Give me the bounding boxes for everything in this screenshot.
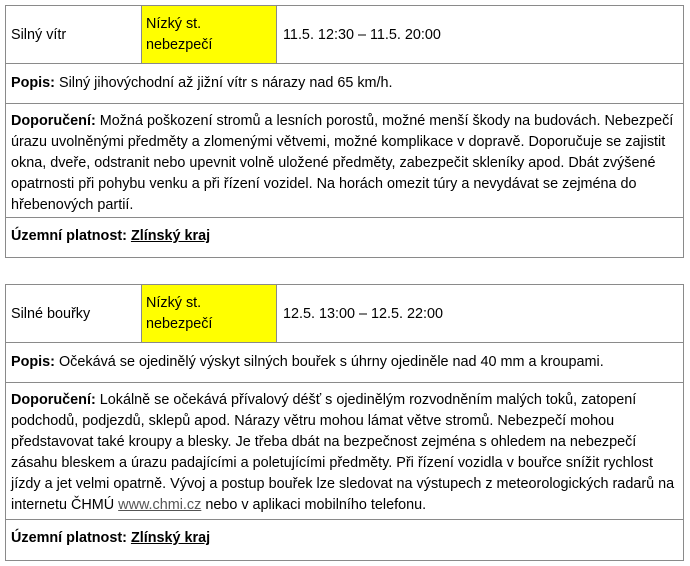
warning-time: 12.5. 13:00 – 12.5. 22:00 [283, 305, 444, 322]
recommendation-row [6, 383, 683, 520]
recommendation-label: Doporučení: [11, 113, 96, 129]
description-row [6, 64, 683, 104]
description-label: Popis: [11, 354, 55, 370]
recommendation-text: Lokálně se očekává přívalový déšť s ojedinělým rozvodněním malých toků, zatopení podchodů, podjezdů, sklepů apod. Nárazy větru mohou lámat větve stromů. Nebezpečí mohou představovat také kroupy a blesky. Je třeba dbát na bezpečnost zejména s ohledem na nebezpečí zásahu bleskem a úrazu padajícími a poletujícími předměty. Při řízení vozidla v bouřce snížit rychlost jízdy a jet velmi opatrně. Vývoj a postup bouřek lze sledovat na výstupech z meteorologických radarů na internetu ČHMÚ [11, 392, 675, 513]
warning-header [6, 285, 683, 343]
description-label: Popis: [11, 75, 55, 91]
warning-name: Silné bouřky [6, 285, 142, 342]
territory-region-link[interactable]: Zlínský kraj [130, 530, 211, 546]
territory-region-link[interactable]: Zlínský kraj [130, 228, 211, 244]
recommendation-row [6, 104, 683, 218]
description-text: Silný jihovýchodní až jižní vítr s nárazy nad 65 km/h. [54, 75, 393, 91]
territory-label: Územní platnost: [11, 228, 127, 244]
warning-name: Silný vítr [6, 6, 142, 63]
recommendation-label: Doporučení: [11, 392, 96, 408]
territory-label: Územní platnost: [11, 530, 127, 546]
description-text: Očekává se ojedinělý výskyt silných bouřek s úhrny ojediněle nad 40 mm a kroupami. [54, 354, 604, 370]
territory-row [6, 218, 683, 257]
description-row [6, 343, 683, 383]
territory-row [6, 520, 683, 559]
warning-card-wind [5, 5, 684, 258]
chmi-link[interactable]: www.chmi.cz [118, 497, 202, 513]
warning-level: Nízký st. nebezpečí [142, 285, 277, 342]
recommendation-tail: nebo v aplikaci mobilního telefonu. [201, 497, 427, 513]
warning-time: 11.5. 12:30 – 11.5. 20:00 [283, 26, 441, 43]
warning-card-storms [5, 284, 684, 561]
recommendation-text: Možná poškození stromů a lesních porostů, možné menší škody na budovách. Nebezpečí úrazu uvolněnými předměty a zlomenými větvemi, možné komplikace v dopravě. Doporučuje se zajistit okna, dveře, odstranit nebo upevnit volně uložené předměty, zabezpečit skleníky apod. Dbát zvýšené opatrnosti při pohybu venku a při řízení vozidel. Na horách omezit túry a nevydávat se zejména do hřebenových partií. [11, 113, 674, 213]
warning-level: Nízký st. nebezpečí [142, 6, 277, 63]
warning-header [6, 6, 683, 64]
